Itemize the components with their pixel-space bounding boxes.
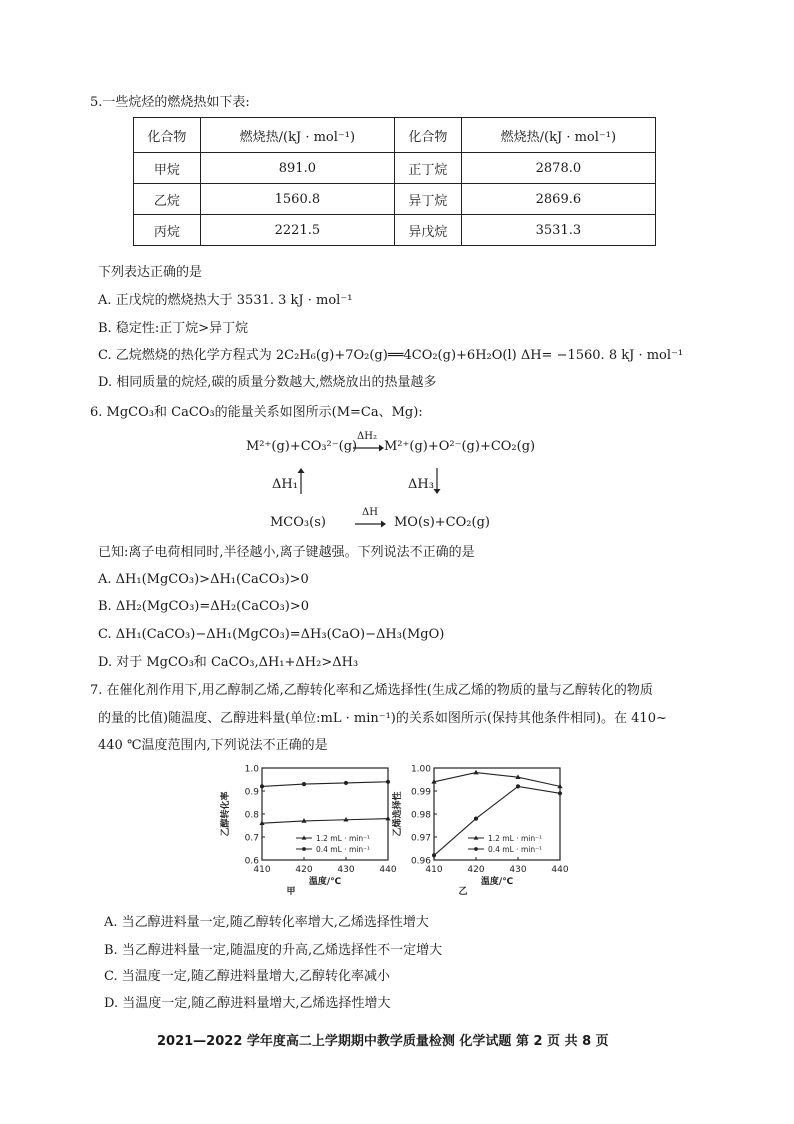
page-footer: 2021—2022 学年度高二上学期期中教学质量检测 化学试题 第 2 页 共 8 页: [157, 1034, 609, 1049]
data-point: [516, 784, 520, 788]
cycle-bottom-right: MO(s)+CO₂(g): [394, 515, 490, 530]
x-axis-label: 温度/℃: [308, 877, 342, 887]
legend-marker: [302, 847, 306, 851]
legend-label: 1.2 mL · min⁻¹: [316, 834, 371, 843]
data-point: [302, 782, 306, 786]
data-point: [558, 791, 562, 795]
x-tick-label: 430: [337, 865, 355, 875]
table-cell: 异丁烷: [394, 184, 461, 215]
y-axis-label: 乙烯选择性: [393, 791, 403, 837]
y-tick-label: 0.98: [410, 810, 431, 821]
x-tick-label: 420: [295, 865, 313, 875]
cycle-right-arrow-label: ΔH₃: [408, 477, 434, 492]
table-header: 燃烧热/(kJ · mol⁻¹): [200, 118, 394, 153]
q6-stem: 6. MgCO₃和 CaCO₃的能量关系如图所示(M=Ca、Mg):: [90, 405, 423, 420]
panel-label: 甲: [286, 887, 296, 897]
x-axis-label: 温度/℃: [480, 877, 514, 887]
q6-option-c: C. ΔH₁(CaCO₃)−ΔH₁(MgCO₃)=ΔH₃(CaO)−ΔH₃(MgO): [98, 627, 445, 642]
table-cell: 正丁烷: [394, 153, 461, 184]
x-tick-label: 420: [467, 865, 485, 875]
q7-option-c: C. 当温度一定,随乙醇进料量增大,乙醇转化率减小: [104, 969, 391, 984]
series-line: [262, 782, 388, 787]
cycle-left-arrow-label: ΔH₁: [272, 477, 298, 492]
table-row: [134, 153, 656, 184]
q6-prompt: 已知:离子电荷相同时,半径越小,离子键越强。下列说法不正确的是: [98, 545, 475, 560]
table-row: [134, 184, 656, 215]
q7-stem-line-2: 的量的比值)随温度、乙醇进料量(单位:mL · min⁻¹)的关系如图所示(保持其他条件相同)。在 410~: [98, 711, 667, 726]
panel-label: 乙: [458, 887, 468, 897]
legend-marker: [474, 847, 478, 851]
cycle-top-arrow: [352, 442, 384, 454]
cycle-top-right: M²⁺(g)+O²⁻(g)+CO₂(g): [384, 439, 536, 454]
q6-option-b: B. ΔH₂(MgCO₃)=ΔH₂(CaCO₃)>0: [98, 599, 309, 614]
y-tick-label: 0.9: [244, 787, 259, 798]
q7-stem-line-3: 440 ℃温度范围内,下列说法不正确的是: [98, 738, 328, 753]
data-point: [260, 784, 264, 788]
energy-cycle-diagram: [230, 428, 570, 538]
cycle-left-arrow: [296, 468, 306, 494]
y-tick-label: 0.99: [410, 787, 431, 798]
y-tick-label: 0.7: [244, 833, 259, 844]
q5-stem: 5.一些烷烃的燃烧热如下表:: [90, 95, 250, 110]
series-line: [262, 819, 388, 824]
x-tick-label: 410: [425, 865, 443, 875]
q6-option-a: A. ΔH₁(MgCO₃)>ΔH₁(CaCO₃)>0: [98, 572, 309, 587]
table-cell: 甲烷: [134, 153, 201, 184]
table-header: 化合物: [134, 118, 201, 153]
series-line: [434, 773, 560, 787]
y-axis-label: 乙醇转化率: [221, 791, 231, 837]
table-cell: 2869.6: [461, 184, 655, 215]
legend-label: 0.4 mL · min⁻¹: [488, 845, 543, 854]
data-point: [474, 817, 478, 821]
q5-option-a: A. 正戊烷的燃烧热大于 3531. 3 kJ · mol⁻¹: [98, 293, 353, 308]
x-tick-label: 440: [551, 865, 569, 875]
q7-option-d: D. 当温度一定,随乙醇进料量增大,乙烯选择性增大: [104, 996, 391, 1011]
q7-option-a: A. 当乙醇进料量一定,随乙醇转化率增大,乙烯选择性增大: [104, 915, 429, 930]
cycle-right-arrow: [432, 468, 442, 494]
y-tick-label: 1.00: [410, 764, 431, 775]
y-tick-label: 0.96: [410, 856, 431, 867]
q5-option-b: B. 稳定性:正丁烷>异丁烷: [98, 321, 249, 336]
table-cell: 891.0: [200, 153, 394, 184]
q5-prompt: 下列表达正确的是: [98, 265, 203, 280]
data-point: [344, 781, 348, 785]
y-tick-label: 0.97: [410, 833, 431, 844]
data-point: [432, 853, 436, 857]
y-tick-label: 0.6: [244, 856, 259, 867]
legend-label: 0.4 mL · min⁻¹: [316, 845, 371, 854]
table-header-row: [134, 118, 656, 153]
q6-option-d: D. 对于 MgCO₃和 CaCO₃,ΔH₁+ΔH₂>ΔH₃: [98, 655, 359, 670]
chart-a: [218, 760, 398, 910]
y-tick-label: 0.8: [244, 810, 259, 821]
table-cell: 丙烷: [134, 215, 201, 246]
q7-stem-line-1: 7. 在催化剂作用下,用乙醇制乙烯,乙醇转化率和乙烯选择性(生成乙烯的物质的量与乙醇转化的物质: [90, 683, 653, 698]
chart-a-container: [218, 760, 398, 914]
q7-option-b: B. 当乙醇进料量一定,随温度的升高,乙烯选择性不一定增大: [104, 943, 443, 958]
cycle-bottom-arrow-label: ΔH: [362, 507, 378, 518]
table-cell: 异戊烷: [394, 215, 461, 246]
table-cell: 乙烷: [134, 184, 201, 215]
q5-option-c: C. 乙烷燃烧的热化学方程式为 2C₂H₆(g)+7O₂(g)══4CO₂(g)+6H₂O(l) ΔH= −1560. 8 kJ · mol⁻¹: [98, 348, 684, 363]
table-header: 化合物: [394, 118, 461, 153]
x-tick-label: 430: [509, 865, 527, 875]
table-cell: 3531.3: [461, 215, 655, 246]
y-tick-label: 1.0: [244, 764, 259, 775]
data-point: [473, 770, 478, 775]
chart-b-container: [390, 760, 570, 914]
cycle-top-arrow-label: ΔH₂: [357, 431, 377, 442]
table-cell: 1560.8: [200, 184, 394, 215]
combustion-heat-table: [133, 117, 656, 246]
chart-b: [390, 760, 570, 910]
table-cell: 2221.5: [200, 215, 394, 246]
table-cell: 2878.0: [461, 153, 655, 184]
q5-option-d: D. 相同质量的烷烃,碳的质量分数越大,燃烧放出的热量越多: [98, 375, 437, 390]
cycle-bottom-arrow: [354, 518, 386, 530]
x-tick-label: 410: [253, 865, 271, 875]
legend-label: 1.2 mL · min⁻¹: [488, 834, 543, 843]
x-tick-label: 440: [379, 865, 397, 875]
table-header: 燃烧热/(kJ · mol⁻¹): [461, 118, 655, 153]
cycle-top-left: M²⁺(g)+CO₃²⁻(g): [246, 439, 358, 454]
cycle-bottom-left: MCO₃(s): [270, 515, 326, 530]
table-row: [134, 215, 656, 246]
